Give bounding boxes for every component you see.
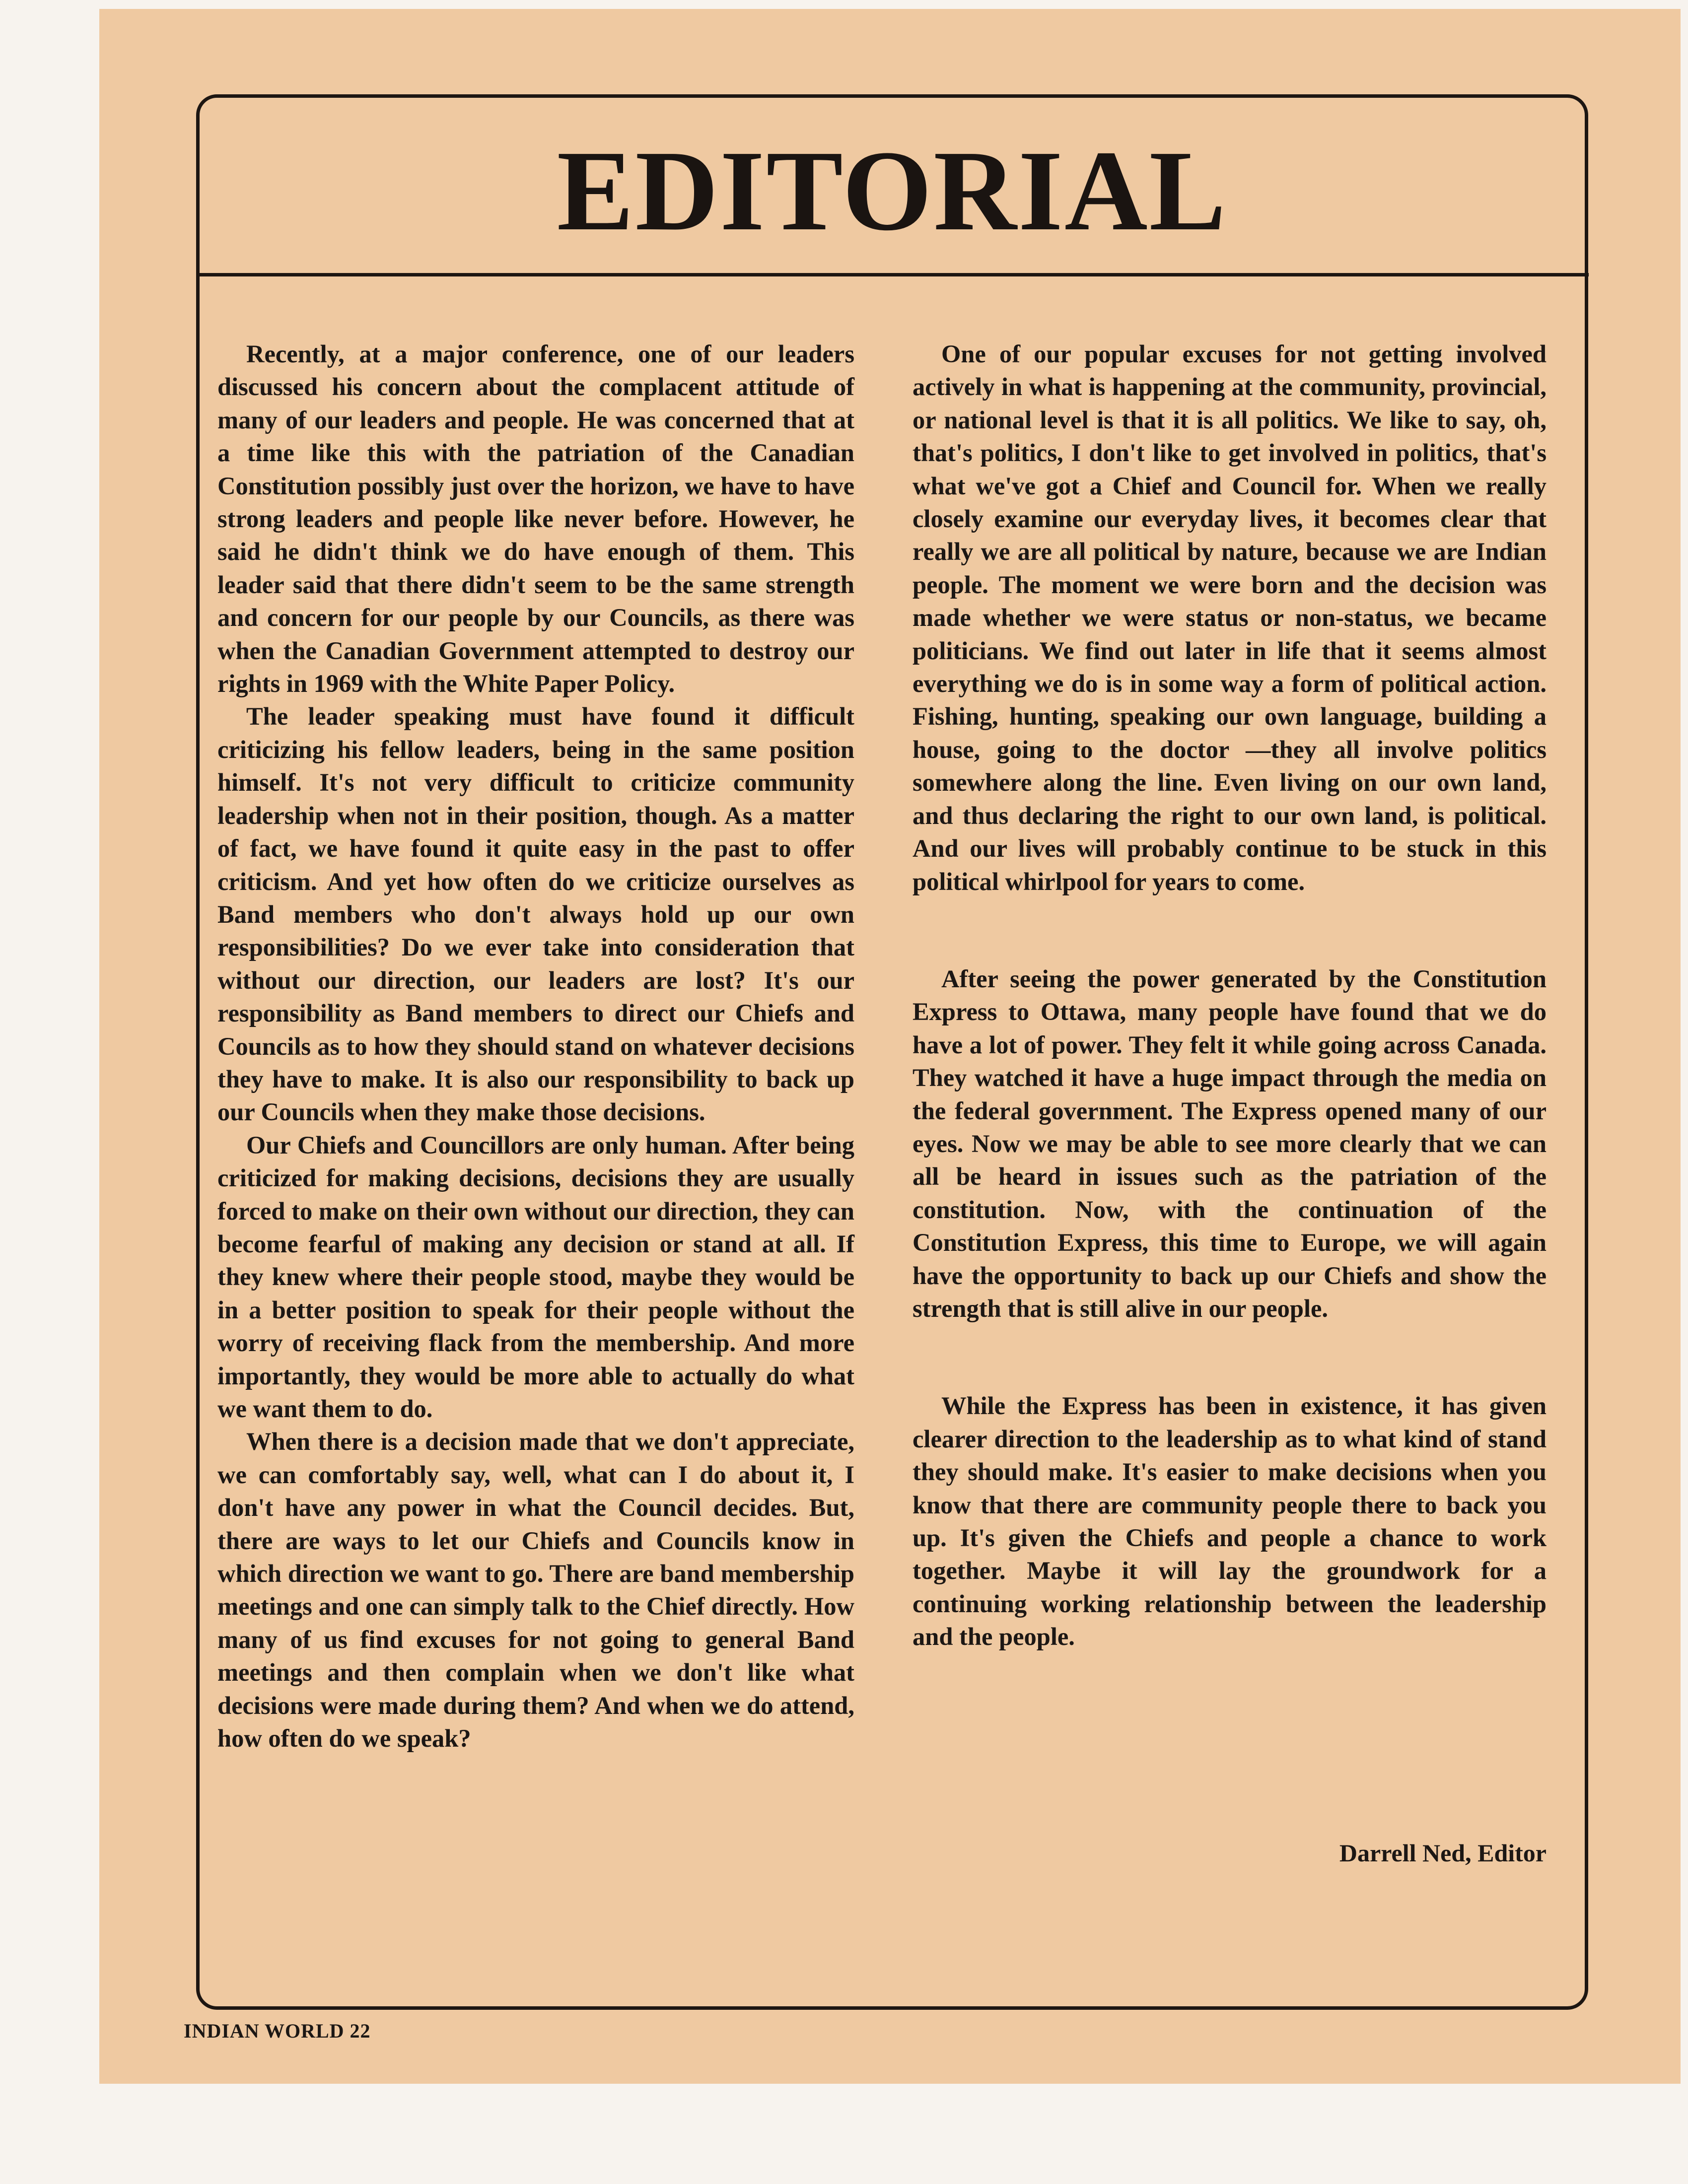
right-column — [913, 338, 1547, 1653]
paragraph: Our Chiefs and Councillors are only human. After being criticized for making decisions, decisions they are usually forced to make on their own without our direction, they can become fearful of making any decision or stand at all. If they knew where their people stood, maybe they would be in a better position to speak for their people without the worry of receiving flack from the membership. And more importantly, they would be more able to actually do what we want them to do. — [217, 1131, 854, 1423]
paragraph: One of our popular excuses for not getting involved actively in what is happening at the community, provincial, or national level is that it is all politics. We like to say, oh, that's politics, I don't like to get involved in politics, that's what we've got a Chief and Council for. When we really closely examine our everyday lives, it becomes clear that really we are all political by nature, because we are Indian people. The moment we were born and the decision was made whether we were status or non-status, we became politicians. We find out later in life that it seems almost everything we do is in some way a form of political action. Fishing, hunting, speaking our own language, building a house, going to the doctor —they all involve politics somewhere along the line. Even living on our own land, and thus declaring the right to our own land, is political. And our lives will probably continue to be stuck in this political whirlpool for years to come. — [913, 340, 1547, 895]
paragraph: After seeing the power generated by the Constitution Express to Ottawa, many people have found that we do have a lot of power. They felt it while going across Canada. They watched it have a huge impact through the media on the federal government. The Express opened many of our eyes. Now we may be able to see more clearly that we can all be heard in issues such as the patriation of the constitution. Now, with the continuation of the Constitution Express, this time to Europe, we will again have the opportunity to back up our Chiefs and show the strength that is still alive in our people. — [913, 964, 1547, 1322]
editor-signature: Darrell Ned, Editor — [1339, 1839, 1547, 1867]
left-column — [217, 338, 854, 1755]
paragraph: While the Express has been in existence, it has given clearer direction to the leadership as to what kind of stand they should make. It's easier to make decisions when you know that there are community people there to back you up. It's given the Chiefs and people a chance to work together. Maybe it will lay the groundwork for a continuing working relationship between the leadership and the people. — [913, 1392, 1547, 1651]
paragraph: The leader speaking must have found it difficult criticizing his fellow leaders, being in the same position himself. It's not very difficult to criticize community leadership when not in their position, though. As a matter of fact, we have found it quite easy in the past to offer criticism. And yet how often do we criticize ourselves as Band members who don't always hold up our own responsibilities? Do we ever take into consideration that without our direction, our leaders are lost? It's our responsibility as Band members to direct our Chiefs and Councils as to how they should stand on whatever decisions they have to make. It is also our responsibility to back up our Councils when they make those decisions. — [217, 702, 854, 1126]
page-footer: INDIAN WORLD 22 — [184, 2020, 371, 2042]
paragraph: When there is a decision made that we don't appreciate, we can comfortably say, well, what can I do about it, I don't have any power in what the Council decides. But, there are ways to let our Chiefs and Councils know in which direction we want to go. There are band membership meetings and one can simply talk to the Chief directly. How many of us find excuses for not going to general Band meetings and then complain when we don't like what decisions were made during them? And when we do attend, how often do we speak? — [217, 1428, 854, 1753]
paragraph: Recently, at a major conference, one of our leaders discussed his concern about the complacent attitude of many of our leaders and people. He was concerned that at a time like this with the patriation of the Canadian Constitution possibly just over the horizon, we have to have strong leaders and people like never before. However, he said he didn't think we do have enough of them. This leader said that there didn't seem to be the same strength and concern for our people by our Councils, as there was when the Canadian Government attempted to destroy our rights in 1969 with the White Paper Policy. — [217, 340, 854, 698]
page-title: EDITORIAL — [557, 127, 1228, 255]
title-divider — [196, 273, 1589, 276]
